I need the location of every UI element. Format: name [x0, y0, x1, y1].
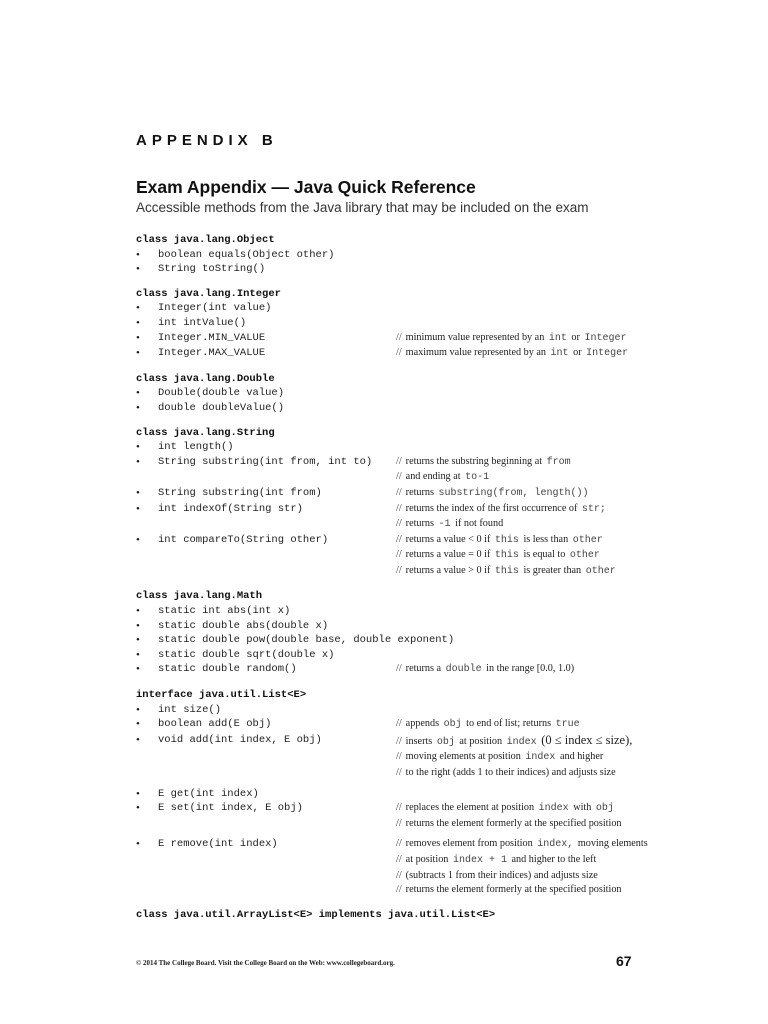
method-row [136, 331, 736, 347]
comment-text: returns a [405, 663, 442, 675]
comment-slashes: // [396, 564, 402, 576]
bullet-icon [136, 750, 158, 766]
page-number: 67 [616, 953, 632, 969]
comment-code: substring(from, length()) [438, 487, 589, 499]
method-row [136, 883, 736, 898]
method-signature [158, 817, 396, 832]
method-signature [158, 564, 396, 580]
comment-slashes: // [396, 518, 402, 530]
method-comment [396, 801, 616, 817]
comment-text: at position [459, 735, 503, 747]
bullet-icon [136, 470, 158, 486]
comment-text: in the range [0.0, 1.0) [486, 663, 575, 675]
bullet-icon [136, 817, 158, 832]
method-comment [396, 346, 630, 362]
comment-text: inserts [405, 735, 433, 747]
method-comment [396, 766, 616, 781]
comment-code: int [550, 348, 569, 360]
method-signature: double doubleValue() [158, 401, 285, 414]
method-comment [396, 331, 628, 347]
method-row [136, 787, 736, 802]
class-header: class java.lang.String [136, 426, 275, 439]
comment-text: appends [405, 718, 440, 730]
comment-code: str; [581, 503, 606, 515]
comment-text: and higher to the left [511, 853, 597, 865]
bullet-icon [136, 853, 158, 869]
method-row [136, 837, 736, 853]
method-signature: boolean equals(Object other) [158, 248, 335, 261]
method-comment [396, 717, 582, 733]
bullet-icon [136, 883, 158, 898]
method-signature: int indexOf(String str) [158, 502, 303, 515]
comment-code: other [572, 534, 603, 546]
comment-code: this [494, 565, 519, 577]
bullet-icon: • [136, 733, 140, 746]
method-row [136, 853, 736, 869]
comment-text: removes element from position [405, 838, 533, 850]
comment-text: and higher [559, 751, 604, 763]
footer-copyright: © 2014 The College Board. Visit the College Board on the Web: www.collegeboard.org. [136, 959, 395, 967]
bullet-icon [136, 766, 158, 781]
comment-slashes: // [396, 455, 402, 467]
method-row [136, 733, 736, 751]
method-row [136, 346, 736, 362]
comment-slashes: // [396, 471, 402, 483]
comment-text: is equal to [523, 549, 566, 561]
class-section [136, 372, 736, 416]
method-row [136, 564, 736, 580]
method-signature: String toString() [158, 263, 266, 276]
comment-slashes: // [396, 347, 402, 359]
appendix-label: APPENDIX B [136, 132, 278, 149]
method-signature: static double random() [158, 663, 297, 676]
comment-slashes: // [396, 502, 402, 514]
method-comment [396, 869, 598, 884]
comment-code: index [506, 736, 537, 748]
method-signature: static double pow(double base, double exponent) [158, 634, 455, 647]
method-row [136, 801, 736, 817]
comment-text: moving elements [577, 838, 648, 850]
class-section [136, 589, 736, 678]
comment-code: index, [537, 839, 574, 851]
method-row [136, 486, 736, 502]
bullet-icon: • [136, 838, 140, 851]
method-row [136, 548, 736, 564]
method-signature [158, 548, 396, 564]
comment-code: Integer [586, 348, 629, 360]
bullet-icon: • [136, 663, 140, 676]
method-row [136, 470, 736, 486]
method-row [136, 717, 736, 733]
comment-code: double [445, 664, 482, 676]
method-signature [158, 883, 396, 898]
method-row [136, 869, 736, 884]
method-row [136, 604, 736, 619]
bullet-icon [136, 517, 158, 533]
method-row [136, 386, 736, 401]
comment-text: returns [405, 486, 434, 498]
comment-slashes: // [396, 486, 402, 498]
method-signature: int length() [158, 441, 234, 454]
method-signature: String substring(int from) [158, 486, 322, 499]
method-comment [396, 486, 591, 502]
method-row [136, 316, 736, 331]
comment-code: other [569, 550, 600, 562]
comment-code: index + 1 [452, 854, 507, 866]
comment-slashes: // [396, 331, 402, 343]
method-signature: int intValue() [158, 316, 247, 329]
bullet-icon: • [136, 486, 140, 499]
comment-slashes: // [396, 838, 402, 850]
comment-code: index [525, 752, 556, 764]
bullet-icon: • [136, 634, 140, 647]
method-comment [396, 883, 622, 898]
bullet-icon [136, 548, 158, 564]
comment-code: -1 [438, 519, 451, 531]
bullet-icon: • [136, 441, 140, 454]
bullet-icon: • [136, 533, 140, 546]
method-row [136, 533, 736, 549]
method-row [136, 440, 736, 455]
method-comment [396, 817, 622, 832]
comment-text: at position [405, 853, 449, 865]
bullet-icon: • [136, 401, 140, 414]
method-row [136, 703, 736, 718]
bullet-icon: • [136, 302, 140, 315]
method-comment [396, 733, 632, 751]
method-signature: String substring(int from, int to) [158, 455, 373, 468]
method-signature: int compareTo(String other) [158, 533, 329, 546]
method-signature: boolean add(E obj) [158, 718, 272, 731]
comment-text: minimum value represented by an [405, 331, 545, 343]
comment-slashes: // [396, 869, 402, 881]
class-header: class java.lang.Math [136, 590, 263, 603]
comment-text: returns the substring beginning at [405, 455, 543, 467]
comment-code: index [538, 803, 569, 815]
method-signature: Integer.MAX_VALUE [158, 347, 266, 360]
comment-text: to the right (adds 1 to their indices) and adjusts size [405, 767, 616, 778]
comment-code: other [585, 565, 616, 577]
class-header: class java.util.ArrayList<E> implements java.util.List<E> [136, 908, 496, 921]
method-row [136, 817, 736, 832]
method-signature: int size() [158, 703, 222, 716]
bullet-icon: • [136, 347, 140, 360]
method-signature: Double(double value) [158, 387, 285, 400]
method-comment [396, 837, 648, 853]
class-header: interface java.util.List<E> [136, 689, 307, 702]
comment-code: obj [436, 736, 455, 748]
comment-slashes: // [396, 817, 402, 829]
method-signature: static int abs(int x) [158, 605, 291, 618]
comment-code: from [546, 456, 571, 468]
method-row [136, 662, 736, 678]
bullet-icon: • [136, 619, 140, 632]
comment-text: returns the index of the first occurrence of [405, 502, 578, 514]
method-signature [158, 766, 396, 781]
class-section [136, 426, 736, 580]
comment-slashes: // [396, 735, 402, 747]
class-header: class java.lang.Integer [136, 287, 281, 300]
comment-code: to-1 [465, 472, 490, 484]
method-comment [396, 533, 605, 549]
method-signature: void add(int index, E obj) [158, 733, 322, 746]
comment-text: returns the element formerly at the specified position [405, 884, 622, 896]
method-signature: static double sqrt(double x) [158, 648, 335, 661]
bullet-icon [136, 564, 158, 580]
bullet-icon: • [136, 703, 140, 716]
method-row [136, 248, 736, 263]
bullet-icon: • [136, 316, 140, 329]
comment-text: returns [405, 518, 434, 530]
comment-slashes: // [396, 802, 402, 814]
comment-text: (subtracts 1 from their indices) and adjusts size [405, 869, 598, 881]
method-row [136, 750, 736, 766]
method-row [136, 401, 736, 416]
comment-text: replaces the element at position [405, 802, 535, 814]
method-comment [396, 548, 602, 564]
page-title: Exam Appendix — Java Quick Reference [136, 177, 476, 197]
method-signature: Integer.MIN_VALUE [158, 331, 266, 344]
bullet-icon [136, 869, 158, 884]
method-row [136, 648, 736, 663]
comment-text: is greater than [523, 564, 582, 576]
method-comment [396, 470, 491, 486]
comment-text: or [573, 347, 582, 359]
reference-content [136, 233, 736, 932]
class-section [136, 287, 736, 362]
method-comment [396, 517, 503, 533]
comment-code: this [494, 550, 519, 562]
comment-code: int [548, 332, 567, 344]
comment-code: obj [595, 803, 614, 815]
bullet-icon: • [136, 455, 140, 468]
method-signature: Integer(int value) [158, 302, 272, 315]
comment-slashes: // [396, 549, 402, 561]
comment-slashes: // [396, 884, 402, 896]
comment-code: obj [443, 719, 462, 731]
method-signature: static double abs(double x) [158, 619, 329, 632]
method-row [136, 301, 736, 316]
bullet-icon: • [136, 387, 140, 400]
comment-text: returns a value < 0 if [405, 533, 491, 545]
class-section [136, 233, 736, 277]
bullet-icon: • [136, 718, 140, 731]
method-row [136, 633, 736, 648]
comment-slashes: // [396, 767, 402, 778]
comment-text: returns a value > 0 if [405, 564, 491, 576]
method-row [136, 619, 736, 634]
bullet-icon: • [136, 502, 140, 515]
method-comment [396, 853, 596, 869]
method-signature [158, 869, 396, 884]
method-row [136, 262, 736, 277]
method-signature [158, 517, 396, 533]
comment-code: true [555, 719, 580, 731]
comment-slashes: // [396, 718, 402, 730]
comment-text: returns a value = 0 if [405, 549, 491, 561]
class-section [136, 908, 736, 923]
method-row [136, 455, 736, 471]
method-signature [158, 853, 396, 869]
comment-code: this [494, 534, 519, 546]
method-row [136, 766, 736, 781]
class-section [136, 688, 736, 898]
comment-code: Integer [584, 332, 627, 344]
comment-text: (0 ≤ index ≤ size), [541, 732, 633, 747]
method-comment [396, 564, 618, 580]
comment-text: if not found [455, 518, 504, 530]
method-comment [396, 502, 608, 518]
method-comment [396, 455, 573, 471]
method-row [136, 517, 736, 533]
comment-slashes: // [396, 533, 402, 545]
method-comment [396, 750, 603, 766]
bullet-icon: • [136, 605, 140, 618]
comment-text: with [573, 802, 592, 814]
method-signature [158, 470, 396, 486]
comment-text: and ending at [405, 471, 461, 483]
method-signature: E get(int index) [158, 787, 259, 800]
class-header: class java.lang.Double [136, 372, 275, 385]
method-comment [396, 662, 574, 678]
bullet-icon: • [136, 787, 140, 800]
comment-text: moving elements at position [405, 751, 521, 763]
bullet-icon: • [136, 263, 140, 276]
comment-slashes: // [396, 853, 402, 865]
method-row [136, 502, 736, 518]
bullet-icon: • [136, 248, 140, 261]
comment-text: to end of list; returns [466, 718, 552, 730]
bullet-icon: • [136, 802, 140, 815]
bullet-icon: • [136, 331, 140, 344]
page-subtitle: Accessible methods from the Java library that may be included on the exam [136, 200, 589, 215]
comment-text: returns the element formerly at the specified position [405, 817, 622, 829]
comment-text: or [571, 331, 580, 343]
class-header: class java.lang.Object [136, 234, 275, 246]
comment-slashes: // [396, 663, 402, 675]
method-signature: E set(int index, E obj) [158, 802, 303, 815]
comment-text: maximum value represented by an [405, 347, 546, 359]
comment-text: is less than [523, 533, 569, 545]
method-signature: E remove(int index) [158, 838, 278, 851]
bullet-icon: • [136, 648, 140, 661]
comment-slashes: // [396, 751, 402, 763]
method-signature [158, 750, 396, 766]
